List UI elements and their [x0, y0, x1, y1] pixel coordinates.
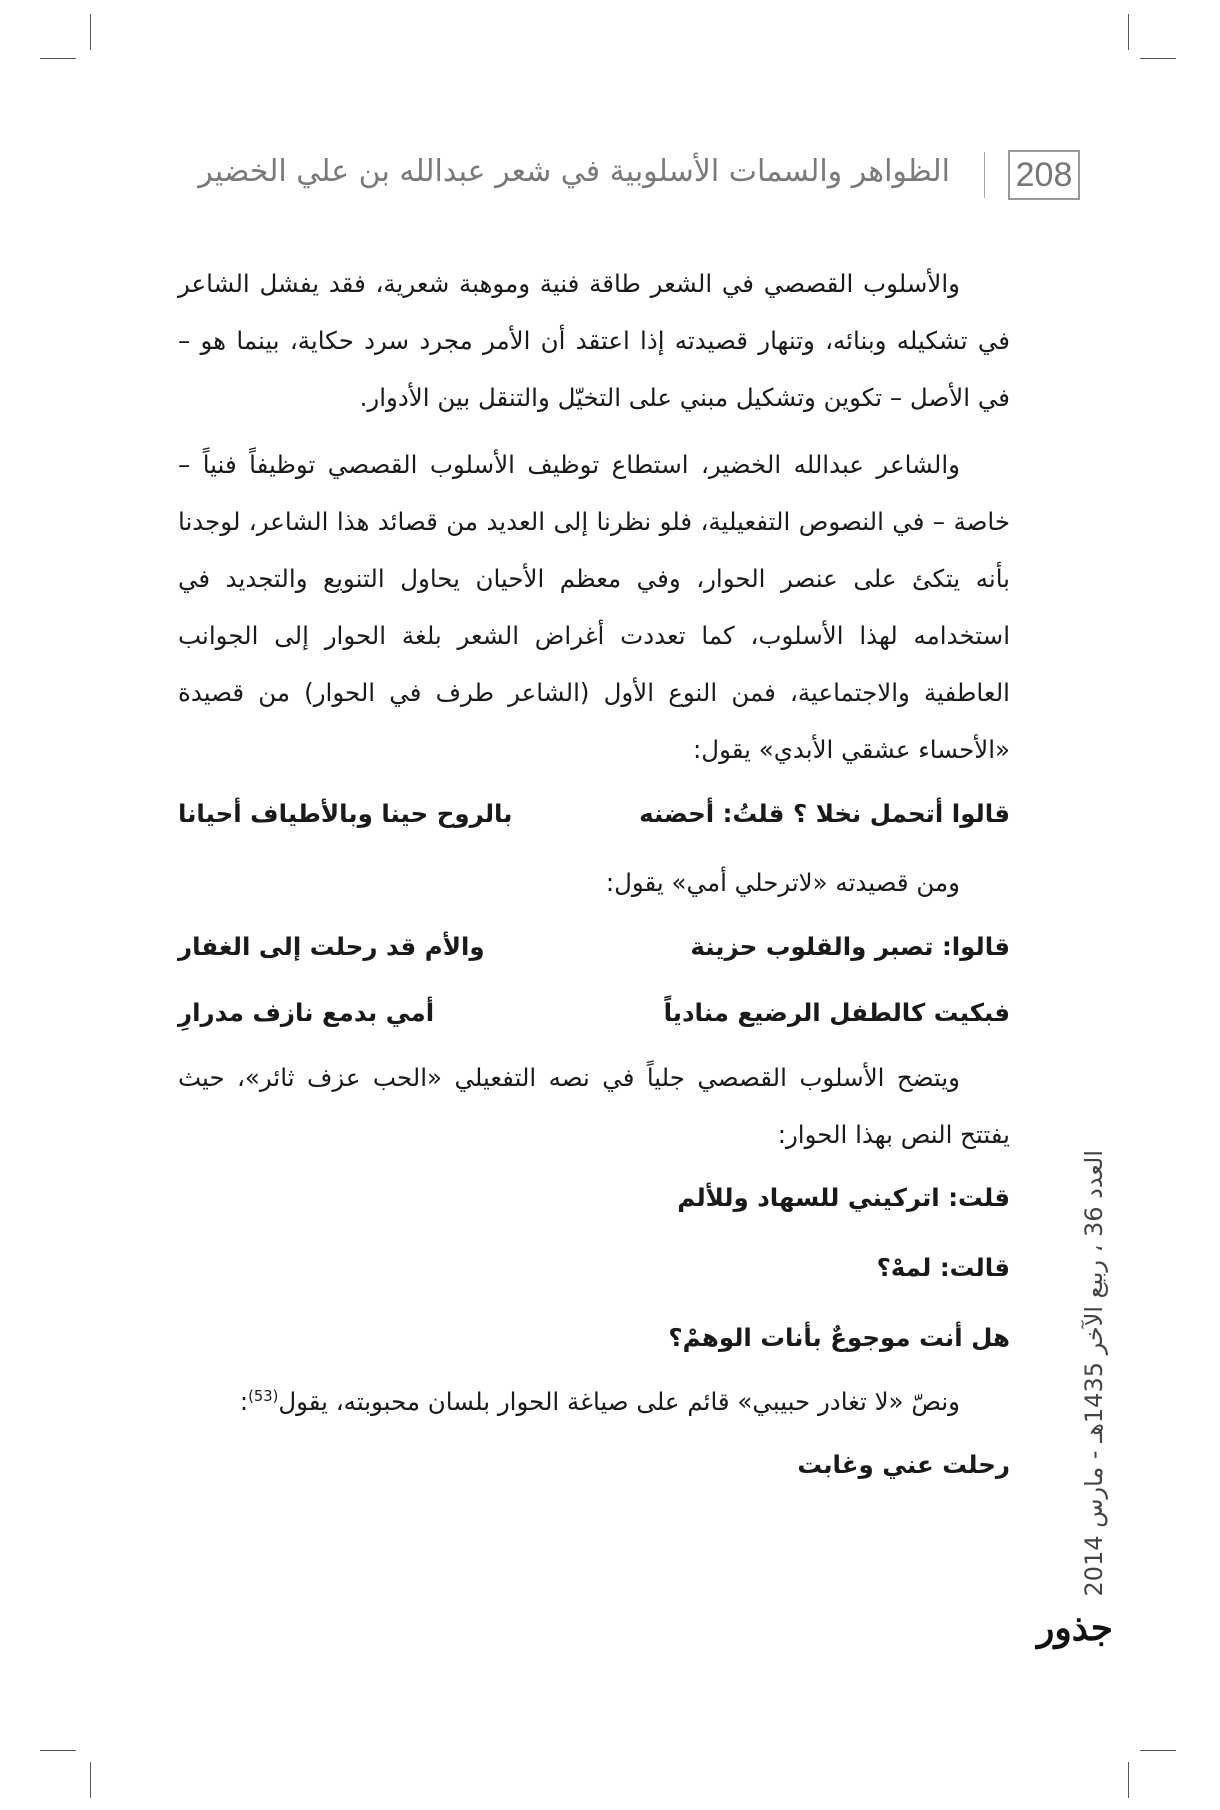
- dialog-line-2: قالت: لمهْ؟: [876, 1253, 1010, 1282]
- paragraph-2: والشاعر عبدالله الخضير، استطاع توظيف الأسلوب القصصي توظيفاً فنياً – خاصة – في النصوص التفعيلية، فلو نظرنا إلى العديد من قصائد هذا الشاعر، لوجدنا بأنه يتكئ على عنصر الحوار، وفي معظم الأحيان يحاول التنويع والتجديد في استخدامه لهذا الأسلوب، كما تعددت أغراض الشعر بلغة الحوار إلى الجوانب العاطفية والاجتماعية، فمن النوع الأول (الشاعر طرف في الحوار) من قصيدة «الأحساء عشقي الأبدي» يقول:: [178, 450, 1010, 764]
- verse-hemistich: فبكيت كالطفل الرضيع منادياً: [663, 998, 1010, 1027]
- crop-mark: [1140, 1750, 1176, 1751]
- paragraph-1: والأسلوب القصصي في الشعر طاقة فنية وموهبة شعرية، فقد يفشل الشاعر في تشكيله وبنائه، وتنهار قصيدته إذا اعتقد أن الأمر مجرد سرد حكاية، بينما هو – في الأصل – تكوين وتشكيل مبني على التخيّل والتنقل بين الأدوار.: [178, 269, 1010, 412]
- paragraph-5: [178, 1373, 1010, 1430]
- journal-logo: جذور: [1037, 1607, 1113, 1649]
- footnote-ref: (53): [248, 1387, 279, 1405]
- article-body: [178, 255, 1010, 1500]
- crop-mark: [40, 1750, 76, 1751]
- dialog-line-4: رحلت عني وغابت: [797, 1450, 1010, 1479]
- verse-line-1: [178, 784, 1010, 844]
- verse-line-3: [178, 983, 1010, 1043]
- crop-mark: [90, 14, 91, 50]
- verse-hemistich: أمي بدمع نازف مدرارِ: [178, 998, 435, 1027]
- dialog-line-1: قلت: اتركيني للسهاد وللألم: [677, 1183, 1010, 1212]
- crop-mark: [1128, 1762, 1129, 1798]
- page-number: 208: [1008, 150, 1080, 200]
- verse-hemistich: قالوا أتحمل نخلا ؟ قلتُ: أحضنه: [639, 799, 1010, 828]
- paragraph-5-text: ونصّ «لا تغادر حبيبي» قائم على صياغة الحوار بلسان محبوبته، يقول: [278, 1387, 960, 1416]
- paragraph-4: ويتضح الأسلوب القصصي جلياً في نصه التفعيلي «الحب عزف ثائر»، حيث يفتتح النص بهذا الحوار:: [178, 1063, 1010, 1149]
- verse-line-2: [178, 917, 1010, 977]
- verse-hemistich: والأم قد رحلت إلى الغفار: [178, 932, 485, 961]
- paragraph-5-colon: :: [239, 1387, 249, 1416]
- crop-mark: [40, 58, 76, 59]
- running-title: الظواهر والسمات الأسلوبية في شعر عبدالله بن علي الخضير: [198, 154, 950, 189]
- page-header: [198, 150, 1080, 206]
- header-divider: [984, 152, 985, 198]
- issue-info-text: العدد 36 ، ربيع الآخر 1435هـ - مارس 2014: [1080, 1150, 1108, 1597]
- crop-mark: [1140, 58, 1176, 59]
- dialog-line-3: هل أنت موجوعٌ بأنات الوهمْ؟: [668, 1323, 1010, 1352]
- paragraph-3: ومن قصيدته «لاترحلي أمي» يقول:: [605, 868, 960, 897]
- crop-mark: [1128, 14, 1129, 50]
- crop-mark: [90, 1762, 91, 1798]
- verse-hemistich: بالروح حينا وبالأطياف أحيانا: [178, 799, 513, 828]
- verse-hemistich: قالوا: تصبر والقلوب حزينة: [690, 932, 1010, 961]
